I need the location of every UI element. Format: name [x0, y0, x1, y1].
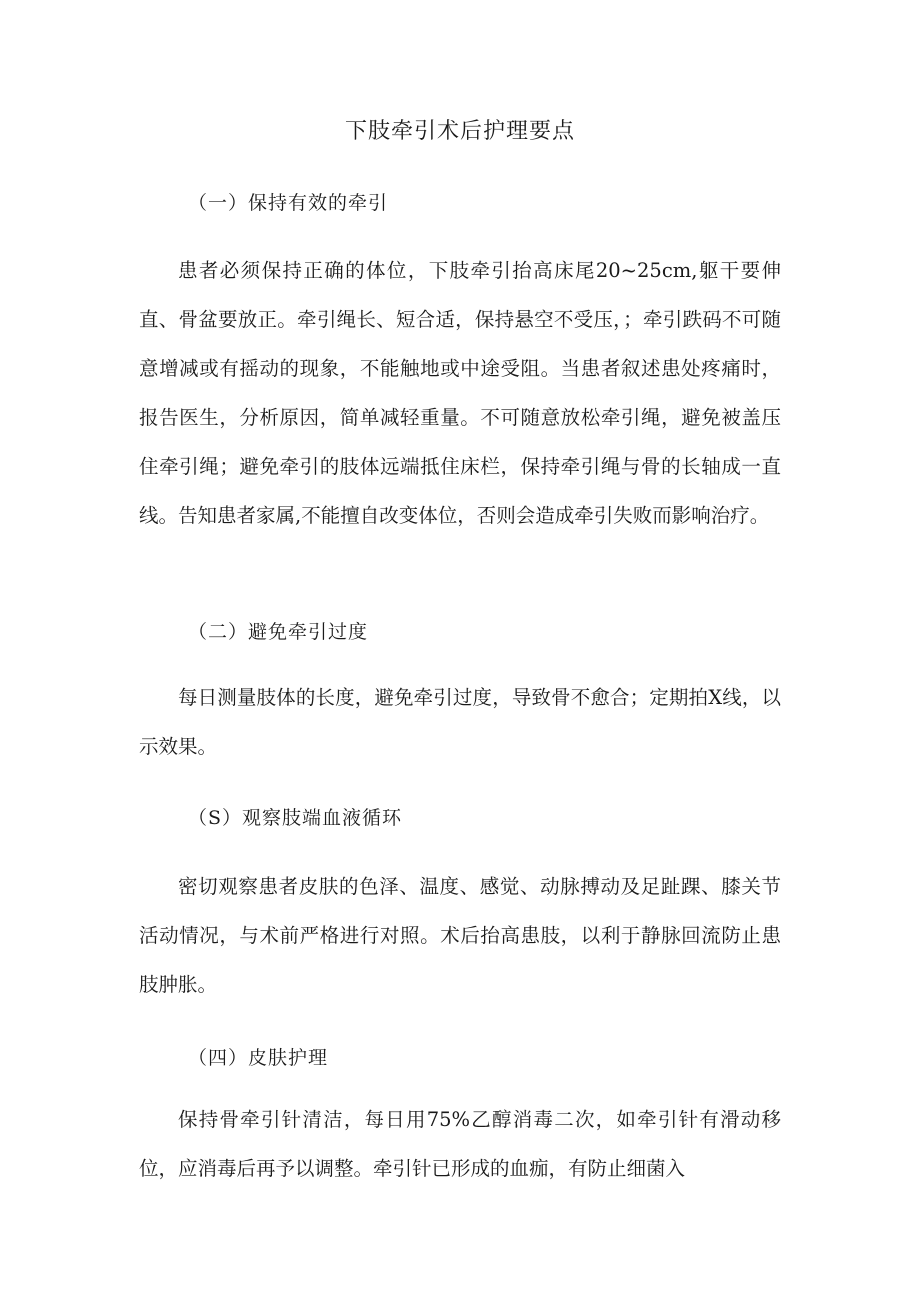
section-heading-4: （四）皮肤护理	[188, 1047, 329, 1069]
section-heading-1: （一）保持有效的牵引	[188, 192, 389, 214]
section-body-4: 保持骨牵引针清洁，每日用75%乙醇消毒二次，如牵引针有滑动移位，应消毒后再予以调整。牵引针已形成的血痂，有防止细菌入	[139, 1108, 781, 1180]
document-title: 下肢牵引术后护理要点	[344, 119, 575, 144]
section-heading-3: （S）观察肢端血液循环	[188, 807, 403, 829]
section-body-1: 患者必须保持正确的体位，下肢牵引抬高床尾20~25cm,躯干要伸直、骨盆要放正。牵引绳长、短合适，保持悬空不受压，；牵引跌码不可随意增减或有摇动的现象，不能触地或中途受阻。当患者叙述患处疼痛时，报告医生，分析原因，简单减轻重量。不可随意放松牵引绳，避免被盖压住牵引绳；避免牵引的肢体远端抵住床栏，保持牵引绳与骨的长轴成一直线。告知患者家属,不能擅自改变体位，否则会造成牵引失败而影响治疗。	[139, 259, 781, 527]
section-body-2: 每日测量肢体的长度，避免牵引过度，导致骨不愈合；定期拍X线，以示效果。	[139, 686, 781, 758]
section-heading-2: （二）避免牵引过度	[188, 621, 369, 643]
section-body-3: 密切观察患者皮肤的色泽、温度、感觉、动脉搏动及足趾踝、膝关节活动情况，与术前严格进行对照。术后抬高患肢，以利于静脉回流防止患肢肿胀。	[139, 875, 781, 996]
